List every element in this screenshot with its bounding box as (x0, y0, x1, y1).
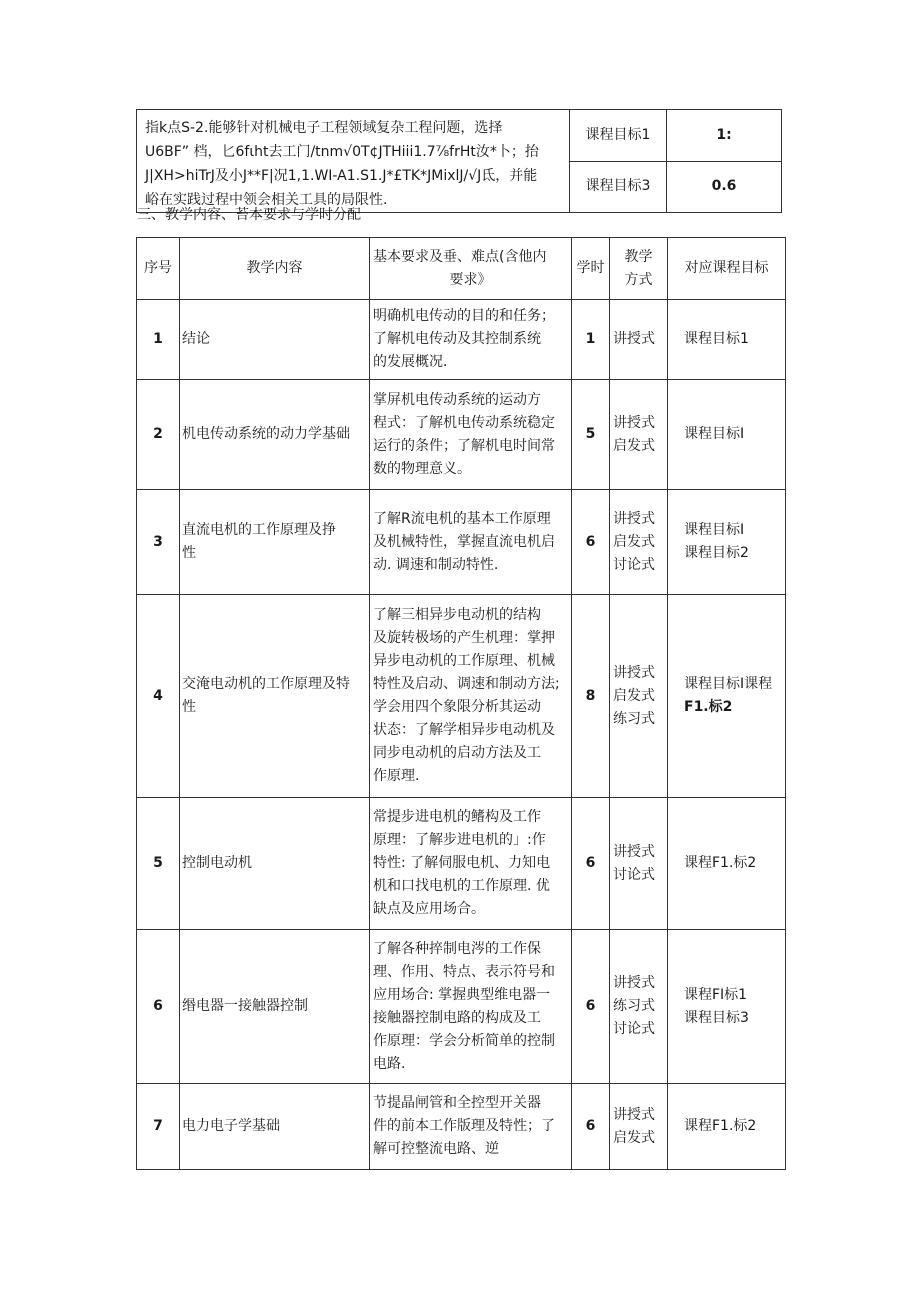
goal-cell: 课程目标1 (570, 110, 667, 162)
row-seq: 1 (137, 300, 180, 380)
indicator-line: U6BF” 档，匕6fιht去工门/tnm√0T¢JTHiii1.7⅞frHt汝*卜；抬 (145, 144, 539, 160)
teaching-content-table (136, 237, 786, 1170)
goal-cell: 课程目标3 (570, 161, 667, 213)
indicator-line: 指k点S-2.能够针对机械电子工程领域复杂工程问题，选择 (145, 120, 503, 136)
row-goal: 课程目标I 课程目标2 (668, 490, 786, 595)
row-method: 讲授式 启发式 (610, 380, 668, 490)
row-goal: 课程FI标1 课程目标3 (668, 930, 786, 1084)
row-requirements: 了解三相异步电动机的结构 及旋转极场的产生机理：掌押 异步电动机的工作原理、机械 特性及启动、调速和制动方法; 学会用四个象限分析其运动 状态：了解学相异步电动机及 同步电动机的启动方法及工 作原理. (370, 595, 572, 798)
header-requirements: 基本要求及垂、难点(含他内 要求》 (370, 238, 572, 300)
objectives-table (136, 109, 782, 213)
row-hours: 1 (572, 300, 610, 380)
row-content: 直流电机的工作原理及挣 性 (180, 490, 370, 595)
indicator-line: J|XH>hiTrJ及小J**F|况1,1.WI-A1.S1.J*£TK*JMixlJ/√J氐，并能 (145, 168, 538, 184)
row-hours: 5 (572, 380, 610, 490)
row-content: 电力电子学基础 (180, 1084, 370, 1170)
row-goal: 课程目标I课程 F1.标2 (668, 595, 786, 798)
indicator-line: 峪在实践过程中领会相关工具的局限性. (145, 192, 388, 208)
header-seq: 序号 (137, 238, 180, 300)
row-hours: 6 (572, 930, 610, 1084)
row-hours: 8 (572, 595, 610, 798)
indicator-text-cell (137, 110, 570, 213)
row-method: 讲授式 启发式 练习式 (610, 595, 668, 798)
row-content: 机电传动系统的动力学基础 (180, 380, 370, 490)
row-hours: 6 (572, 798, 610, 930)
row-seq: 5 (137, 798, 180, 930)
row-content: 交淹电动机的工作原理及特 性 (180, 595, 370, 798)
row-hours: 6 (572, 490, 610, 595)
table-header-row (137, 238, 786, 300)
table-row (137, 798, 786, 930)
table-row (137, 595, 786, 798)
row-content: 控制电动机 (180, 798, 370, 930)
row-seq: 7 (137, 1084, 180, 1170)
row-method: 讲授式 讨论式 (610, 798, 668, 930)
row-hours: 6 (572, 1084, 610, 1170)
row-seq: 2 (137, 380, 180, 490)
row-seq: 6 (137, 930, 180, 1084)
row-requirements: 了解各种捽制电涔的工作保 理、作用、特点、表示符号和 应用场合: 掌握典型维电器一 接触器控制电路的构成及工 作原理：学会分析简单的控制 电路. (370, 930, 572, 1084)
row-requirements: 掌屏机电传动系统的运动方 程式：了解机电传动系统稳定 运行的条件；了解机电时间常 数的物理意义。 (370, 380, 572, 490)
row-goal: 课程F1.标2 (668, 798, 786, 930)
row-method: 讲授式 启发式 (610, 1084, 668, 1170)
header-content: 教学内容 (180, 238, 370, 300)
row-method: 讲授式 (610, 300, 668, 380)
header-method: 教学 方式 (610, 238, 668, 300)
weight-cell: 1: (667, 110, 782, 162)
header-hours: 学时 (572, 238, 610, 300)
row-requirements: 节提晶闸管和全控型开关器 件的前本工作版理及特性；了 解可控整流电路、逆 (370, 1084, 572, 1170)
row-content: 结论 (180, 300, 370, 380)
row-goal: 课程F1.标2 (668, 1084, 786, 1170)
table-row (137, 300, 786, 380)
table-row (137, 490, 786, 595)
row-requirements: 常提步进电机的鳍构及工作 原理：了解步进电机的」:作 特性: 了解伺服电机、力知电 机和口找电机的工作原理. 优 缺点及应用场合。 (370, 798, 572, 930)
table-row (137, 380, 786, 490)
row-goal: 课程目标I (668, 380, 786, 490)
table-row (137, 1084, 786, 1170)
row-content: 缗电器一接触器控制 (180, 930, 370, 1084)
table-row (137, 930, 786, 1084)
row-requirements: 了解R流电机的基本工作原理 及机械特性，掌握直流电机启 动. 调速和制动特性. (370, 490, 572, 595)
header-goal: 对应课程目标 (668, 238, 786, 300)
row-method: 讲授式 练习式 讨论式 (610, 930, 668, 1084)
row-goal: 课程目标1 (668, 300, 786, 380)
row-seq: 3 (137, 490, 180, 595)
row-requirements: 明确机电传动的目的和任务； 了解机电传动及其控制系统 的发展概况. (370, 300, 572, 380)
row-method: 讲授式 启发式 讨论式 (610, 490, 668, 595)
section-title: 三、教学内容、苔本要求与学时分配 (137, 207, 361, 223)
row-seq: 4 (137, 595, 180, 798)
weight-cell: 0.6 (667, 161, 782, 213)
